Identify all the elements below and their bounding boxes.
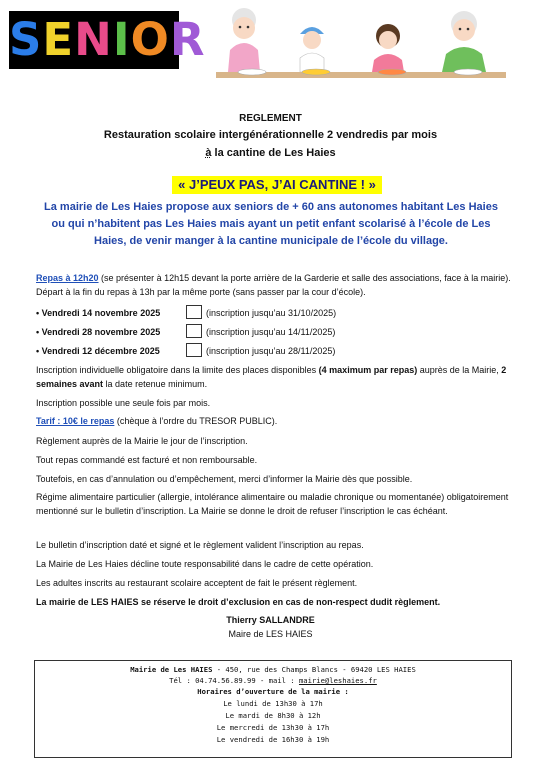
logo-letter: O [130,13,170,66]
rule-exclusion: La mairie de LES HAIES se réserve le droit d’exclusion en cas de non-respect dudit règlement. [36,597,441,607]
signatory-role: Maire de LES HAIES [228,629,313,639]
footer-hours-item: Le mardi de 8h30 à 12h [225,711,321,720]
footer-phone: Tél : 04.74.56.89.99 - mail : [169,676,299,685]
date-checkbox[interactable] [186,305,202,319]
footer-address-line [35,664,511,675]
repas-label: Repas à 12h20 [36,273,99,283]
inscription-delay: 2 semaines avant [36,365,507,389]
date-checkbox[interactable] [186,343,202,357]
inscription-text: la date retenue minimum. [103,379,208,389]
rule-validate: Le bulletin d’inscription daté et signé et le règlement valident l’inscription au repas. [36,540,364,550]
logo-letter: N [74,13,113,66]
date-label: • Vendredi 28 novembre 2025 [36,327,161,337]
footer-org: Mairie de Les HAIES [130,665,213,674]
date-label: • Vendredi 12 décembre 2025 [36,346,160,356]
footer-hours-item: Le mercredi de 13h30 à 17h [216,723,330,732]
footer-address: - 450, rue des Champs Blancs - 69420 LES HAIES [212,665,416,674]
rule-diet: Régime alimentaire particulier (allergie, intolérance alimentaire ou maladie chronique ou momentanée) obligatoirement mentionné sur le bulletin d’inscription. La Mairie se donne le droit de refuser l’inscription le cas échéant. [36,492,509,516]
inscription-text: Inscription individuelle obligatoire dans la limite des places disponibles [36,365,319,375]
intro-paragraph: La mairie de Les Haies propose aux seniors de + 60 ans autonomes habitant Les Haies ou qui n’habitent pas Les Haies mais ayant un petit enfant scolarisé à l’école de Les Haies, de venir manger à la cantine municipale de l’école du village. [44,201,498,247]
rule-accept: Les adultes inscrits au restaurant scolaire acceptent de fait le présent règlement. [36,578,358,588]
logo-letter: E [42,13,75,66]
document-subtitle: Restauration scolaire intergénérationnelle 2 vendredis par mois [103,129,438,141]
signatory-name: Thierry SALLANDRE [226,615,315,625]
rule-once: Inscription possible une seule fois par mois. [36,398,211,408]
senior-logo [9,11,206,69]
tarif-label: Tarif : 10€ le repas [36,416,115,426]
tarif-text: (chèque à l’ordre du TRESOR PUBLIC). [114,416,278,426]
repas-text: (se présenter à 12h15 devant la porte arrière de la Garderie et salle des associations, face à la mairie). Départ à la fin du repas à 13h par la même porte (sans passer par la cour d’école). [36,273,511,297]
logo-letter: S [9,13,43,66]
rule-billed: Tout repas commandé est facturé et non remboursable. [36,455,258,465]
logo-text [9,13,206,67]
document-title: REGLEMENT [239,113,302,124]
footer-hours-item: Le vendredi de 16h30 à 19h [216,735,330,744]
date-deadline: (inscription jusqu’au 31/10/2025) [206,308,337,318]
rule-payment: Règlement auprès de la Mairie le jour de l’inscription. [36,436,248,446]
location-prefix: à [205,147,212,159]
rule-cancel: Toutefois, en cas d’annulation ou d’empêchement, merci d’informer la Mairie dès que possible. [36,474,413,484]
mairie-contact-box [34,660,512,758]
date-label: • Vendredi 14 novembre 2025 [36,308,161,318]
location-text: la cantine de Les Haies [211,147,336,159]
rule-liability: La Mairie de Les Haies décline toute responsabilité dans le cadre de cette opération. [36,559,374,569]
inscription-max: (4 maximum par repas) [318,365,418,375]
footer-hours-item: Le lundi de 13h30 à 17h [223,699,323,708]
footer-email-link[interactable]: mairie@leshaies.fr [298,676,377,685]
family-dining-illustration [206,2,510,88]
date-deadline: (inscription jusqu’au 28/11/2025) [206,346,336,356]
document-location [0,147,541,159]
repas-paragraph [36,271,516,299]
date-checkbox[interactable] [186,324,202,338]
tarif-paragraph [36,414,516,428]
inscription-text: auprès de la Mairie, [417,365,502,375]
logo-letter: I [112,13,131,66]
slogan-banner: « J’PEUX PAS, J’AI CANTINE ! » [172,176,382,194]
logo-letter: R [169,13,206,66]
footer-contact-line [35,675,511,686]
date-deadline: (inscription jusqu’au 14/11/2025) [206,327,336,337]
footer-hours-title: Horaires d’ouverture de la mairie : [197,687,349,696]
inscription-paragraph [36,363,516,391]
